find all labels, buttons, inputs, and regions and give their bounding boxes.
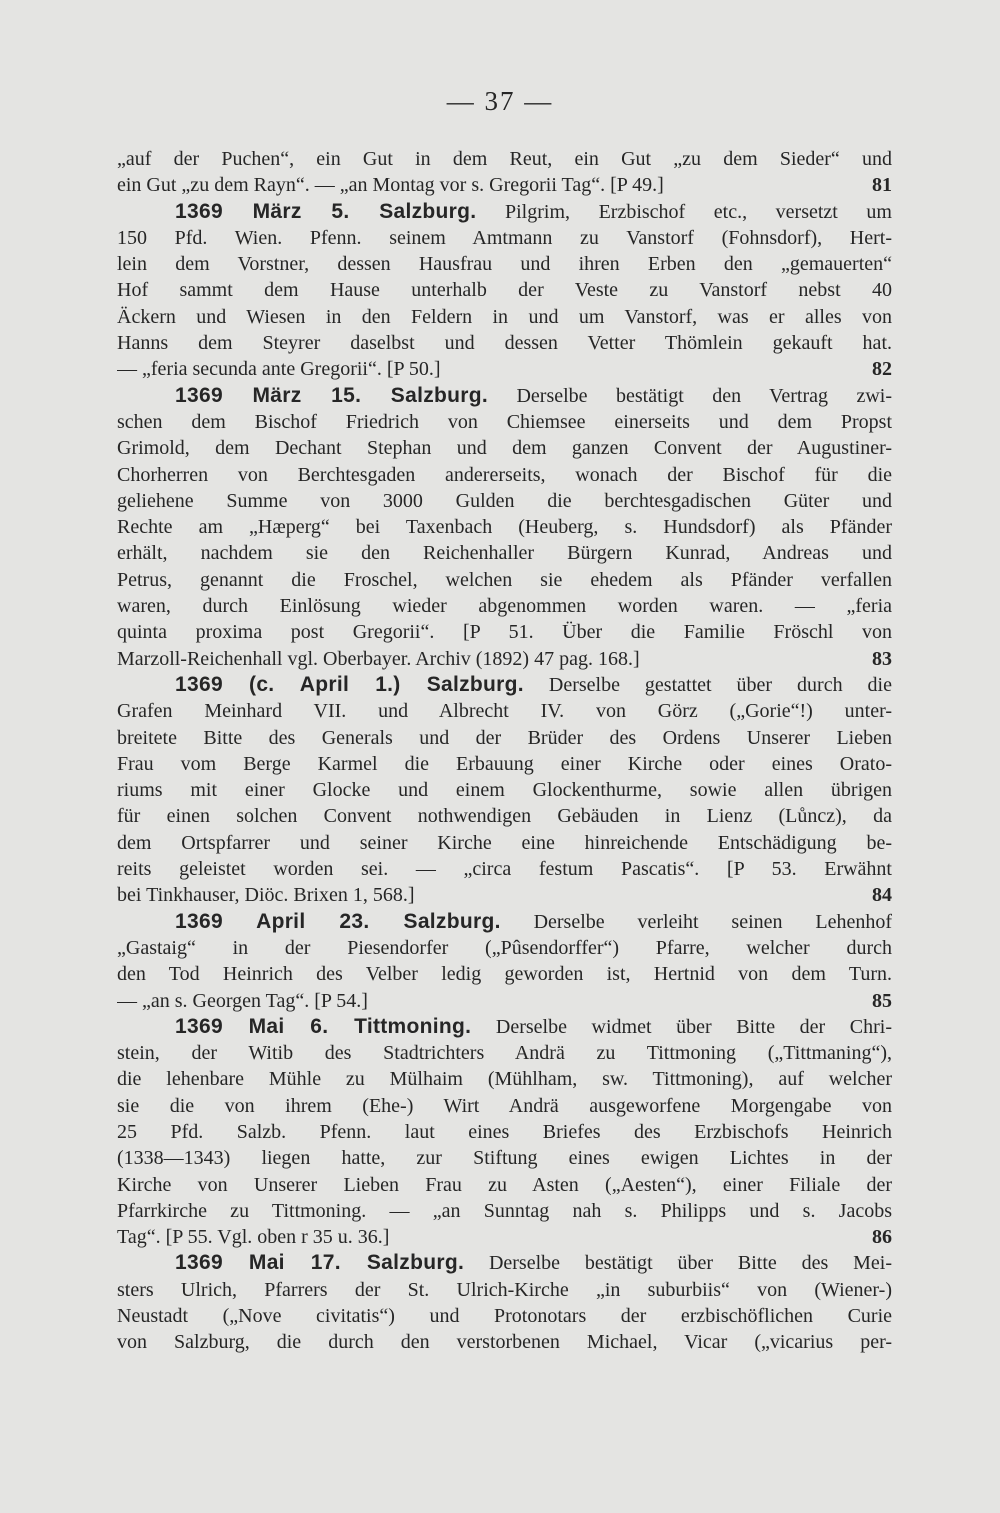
line-text: sters Ulrich, Pfarrers der St. Ulrich-Kirche „in suburbiis“ von (Wiener-) xyxy=(117,1278,892,1301)
line-text: Äckern und Wiesen in den Feldern in und um Vanstorf, was er alles von xyxy=(117,305,892,328)
regest-number: 83 xyxy=(872,647,892,670)
text-line xyxy=(117,304,892,330)
text-line xyxy=(117,409,892,435)
text-line xyxy=(117,751,892,777)
entry-heading-line xyxy=(117,1250,892,1276)
entry-date-place: 1369 (c. April 1.) Salzburg. xyxy=(175,672,524,696)
text-line xyxy=(117,514,892,540)
line-text: von Salzburg, die durch den verstorbenen Michael, Vicar („vicarius per- xyxy=(117,1331,892,1354)
entry-heading-line xyxy=(117,383,892,409)
entry-heading-line xyxy=(117,199,892,225)
entry-heading-line xyxy=(117,672,892,698)
text-line xyxy=(117,1303,892,1329)
line-text: Tag“. [P 55. Vgl. oben r 35 u. 36.] xyxy=(117,1226,390,1249)
line-text: Hanns dem Steyrer daselbst und dessen Vetter Thömlein gekauft hat. xyxy=(117,332,892,355)
line-text: Frau vom Berge Karmel die Erbauung einer Kirche oder eines Orato- xyxy=(117,752,892,775)
line-text: die lehenbare Mühle zu Mülhaim (Mühlham, sw. Tittmoning), auf welcher xyxy=(117,1068,892,1091)
text-line xyxy=(117,172,892,198)
line-text: — „feria secunda ante Gregorii“. [P 50.] xyxy=(117,358,441,381)
line-text: Grafen Meinhard VII. und Albrecht IV. von Görz („Gorie“!) unter- xyxy=(117,700,892,723)
text-line xyxy=(117,277,892,303)
line-text: (1338—1343) liegen hatte, zur Stiftung eines ewigen Lichtes in der xyxy=(117,1147,892,1170)
regest-number: 86 xyxy=(872,1226,892,1249)
text-line xyxy=(117,1198,892,1224)
line-text: geliehene Summe von 3000 Gulden die berchtesgadischen Güter und xyxy=(117,489,892,512)
text-line xyxy=(117,1040,892,1066)
text-line xyxy=(117,462,892,488)
line-text: Derselbe gestattet über durch die xyxy=(523,673,892,696)
line-text: Grimold, dem Dechant Stephan und dem ganzen Convent der Augustiner- xyxy=(117,437,892,460)
line-text: Neustadt („Nove civitatis“) und Protonotars der erzbischöflichen Curie xyxy=(117,1305,892,1328)
line-text: quinta proxima post Gregorii“. [P 51. Über die Familie Fröschl von xyxy=(117,621,892,644)
line-text: Chorherren von Berchtesgaden andererseits, wonach der Bischof für die xyxy=(117,463,892,486)
page-number: — 37 — xyxy=(446,86,554,116)
entry-date-place: 1369 März 15. Salzburg. xyxy=(175,383,489,407)
line-text: sie die von ihrem (Ehe-) Wirt Andrä ausgeworfene Morgengabe von xyxy=(117,1094,892,1117)
line-text: „Gastaig“ in der Piesendorfer („Pûsendorffer“) Pfarre, welcher durch xyxy=(117,936,892,959)
line-text: für einen solchen Convent nothwendigen Gebäuden in Lienz (Lůncz), da xyxy=(117,805,892,828)
line-text: Derselbe widmet über Bitte der Chri- xyxy=(471,1015,892,1038)
text-line xyxy=(117,435,892,461)
text-line xyxy=(117,488,892,514)
line-text: Derselbe bestätigt den Vertrag zwi- xyxy=(488,384,892,407)
line-text: waren, durch Einlösung wieder abgenommen worden waren. — „feria xyxy=(117,595,892,618)
regest-number: 85 xyxy=(872,989,892,1012)
line-text: Pfarrkirche zu Tittmoning. — „an Sunntag nah s. Philipps und s. Jacobs xyxy=(117,1199,892,1222)
line-text: schen dem Bischof Friedrich von Chiemsee einerseits und dem Propst xyxy=(117,410,892,433)
text-line xyxy=(117,1329,892,1355)
text-line xyxy=(117,356,892,382)
line-text: Derselbe bestätigt über Bitte des Mei- xyxy=(464,1252,892,1275)
regest-number: 82 xyxy=(872,358,892,381)
text-line xyxy=(117,646,892,672)
line-text: den Tod Heinrich des Velber ledig geworden ist, Hertnid von dem Turn. xyxy=(117,963,892,986)
line-text: reits geleistet worden sei. — „circa festum Pascatis“. [P 53. Erwähnt xyxy=(117,858,892,881)
text-line xyxy=(117,619,892,645)
line-text: „auf der Puchen“, ein Gut in dem Reut, ein Gut „zu dem Sieder“ und xyxy=(117,148,892,170)
line-text: Marzoll-Reichenhall vgl. Oberbayer. Archiv (1892) 47 pag. 168.] xyxy=(117,647,640,670)
line-text: Derselbe verleiht seinen Lehenhof xyxy=(500,910,892,933)
text-line xyxy=(117,935,892,961)
text-line xyxy=(117,1145,892,1171)
line-text: Kirche von Unserer Lieben Frau zu Asten („Aesten“), einer Filiale der xyxy=(117,1173,892,1196)
line-text: dem Ortspfarrer und seiner Kirche eine hinreichende Entschädigung be- xyxy=(117,831,892,854)
line-text: lein dem Vorstner, dessen Hausfrau und ihren Erben den „gemauerten“ xyxy=(117,253,892,276)
text-line xyxy=(117,777,892,803)
line-text: erhält, nachdem sie den Reichenhaller Bürgern Kunrad, Andreas und xyxy=(117,542,892,565)
regest-number: 81 xyxy=(872,174,892,197)
line-text: bei Tinkhauser, Diöc. Brixen 1, 568.] xyxy=(117,884,415,907)
line-text: 25 Pfd. Salzb. Pfenn. laut eines Briefes des Erzbischofs Heinrich xyxy=(117,1120,892,1143)
text-line xyxy=(117,1093,892,1119)
line-text: ein Gut „zu dem Rayn“. — „an Montag vor s. Gregorii Tag“. [P 49.] xyxy=(117,174,664,197)
text-line xyxy=(117,1224,892,1250)
line-text: Rechte am „Hæperg“ bei Taxenbach (Heuberg, s. Hundsdorf) als Pfänder xyxy=(117,516,892,539)
text-line xyxy=(117,146,892,172)
text-line xyxy=(117,698,892,724)
text-line xyxy=(117,882,892,908)
entry-date-place: 1369 April 23. Salzburg. xyxy=(175,909,501,933)
line-text: — „an s. Georgen Tag“. [P 54.] xyxy=(117,989,368,1012)
entry-heading-line xyxy=(117,909,892,935)
line-text: stein, der Witib des Stadtrichters Andrä zu Tittmoning („Tittmaning“), xyxy=(117,1042,892,1065)
entry-date-place: 1369 Mai 6. Tittmoning. xyxy=(175,1014,472,1038)
text-line xyxy=(117,330,892,356)
line-text: Hof sammt dem Hause unterhalb der Veste zu Vanstorf nebst 40 xyxy=(117,279,892,302)
line-text: riums mit einer Glocke und einem Glockenthurme, sowie allen übrigen xyxy=(117,779,892,802)
text-line xyxy=(117,961,892,987)
line-text: breitete Bitte des Generals und der Brüder des Ordens Unserer Lieben xyxy=(117,726,892,749)
line-text: Pilgrim, Erzbischof etc., versetzt um xyxy=(476,200,892,223)
text-line xyxy=(117,251,892,277)
document-body xyxy=(117,146,892,1356)
text-line xyxy=(117,988,892,1014)
text-line xyxy=(117,1119,892,1145)
text-line xyxy=(117,593,892,619)
text-line xyxy=(117,803,892,829)
text-line xyxy=(117,225,892,251)
text-line xyxy=(117,856,892,882)
text-line xyxy=(117,1172,892,1198)
regest-number: 84 xyxy=(872,884,892,907)
entry-heading-line xyxy=(117,1014,892,1040)
text-line xyxy=(117,725,892,751)
text-line xyxy=(117,830,892,856)
text-line xyxy=(117,1277,892,1303)
line-text: 150 Pfd. Wien. Pfenn. seinem Amtmann zu Vanstorf (Fohnsdorf), Hert- xyxy=(117,226,892,249)
text-line xyxy=(117,1066,892,1092)
entry-date-place: 1369 März 5. Salzburg. xyxy=(175,199,477,223)
text-line xyxy=(117,540,892,566)
line-text: Petrus, genannt die Froschel, welchen sie ehedem als Pfänder verfallen xyxy=(117,568,892,591)
text-line xyxy=(117,567,892,593)
entry-date-place: 1369 Mai 17. Salzburg. xyxy=(175,1251,465,1275)
